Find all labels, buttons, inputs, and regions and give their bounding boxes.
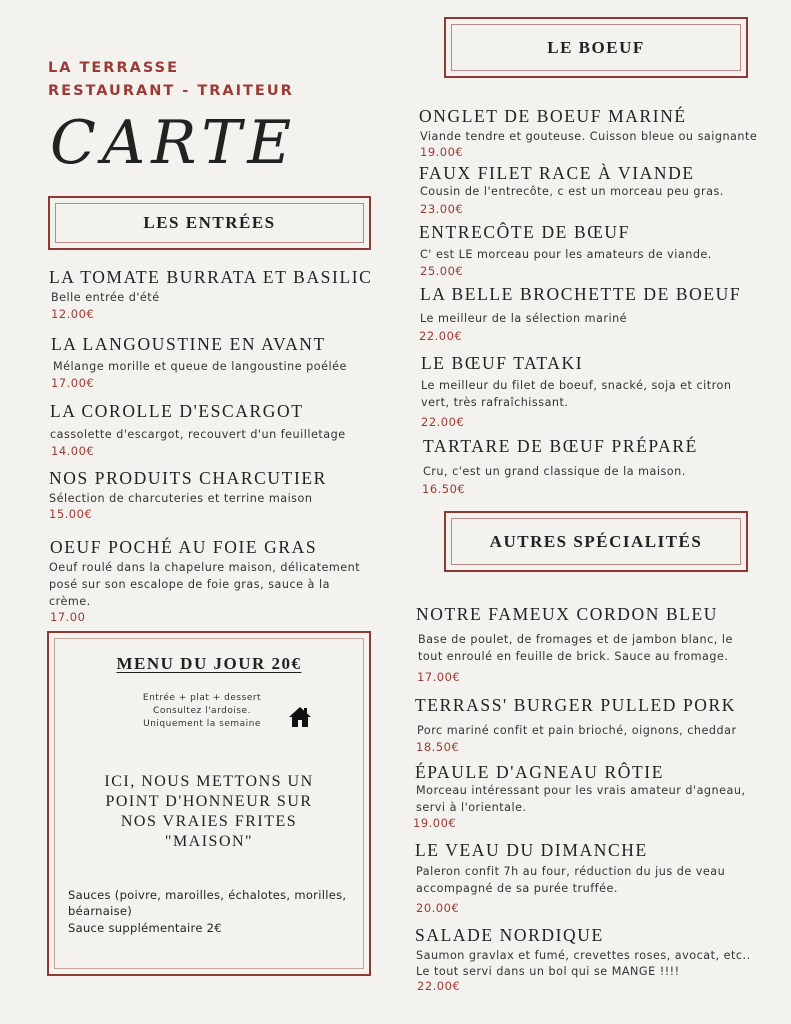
- specialite-desc: Base de poulet, de fromages et de jambon blanc, le: [418, 633, 733, 646]
- entree-title: LA TOMATE BURRATA ET BASILIC: [49, 267, 373, 287]
- specialite-price: 17.00€: [417, 670, 461, 684]
- specialite-desc: accompagné de sa purée truffée.: [416, 882, 618, 895]
- sauces-line: Sauces (poivre, maroilles, échalotes, morilles,: [68, 888, 347, 902]
- entree-price: 17.00€: [51, 376, 95, 390]
- entree-price: 15.00€: [49, 507, 93, 521]
- frites-line: POINT D'HONNEUR SUR: [105, 793, 313, 810]
- entree-desc: Belle entrée d'été: [51, 291, 160, 304]
- specialite-desc: tout enroulé en feuille de brick. Sauce au fromage.: [418, 650, 729, 663]
- specialites-section-header: [444, 511, 748, 572]
- specialite-price: 19.00€: [413, 816, 457, 830]
- specialite-desc: Morceau intéressant pour les vrais amateur d'agneau,: [416, 784, 746, 797]
- specialite-title: LE VEAU DU DIMANCHE: [415, 840, 648, 860]
- boeuf-desc: Cousin de l'entrecôte, c est un morceau peu gras.: [420, 185, 724, 198]
- entree-title: LA COROLLE D'ESCARGOT: [50, 401, 304, 421]
- entree-desc: posé sur son escalope de foie gras, sauce à la: [49, 578, 330, 591]
- specialite-title: NOTRE FAMEUX CORDON BLEU: [416, 604, 719, 624]
- specialite-desc: Porc mariné confit et pain brioché, oignons, cheddar: [417, 724, 737, 737]
- entrees-section-header: [48, 196, 371, 250]
- specialite-desc: Le tout servi dans un bol qui se MANGE !!!!: [416, 965, 680, 978]
- page-title: CARTE: [50, 108, 298, 178]
- boeuf-title: ONGLET DE BOEUF MARINÉ: [419, 106, 687, 126]
- boeuf-price: 23.00€: [420, 202, 464, 216]
- specialite-price: 18.50€: [416, 740, 460, 754]
- entree-price: 12.00€: [51, 307, 95, 321]
- boeuf-title: LE BŒUF TATAKI: [421, 353, 584, 373]
- boeuf-heading: LE BOEUF: [547, 37, 645, 57]
- brand-name: LA TERRASSE: [48, 60, 179, 76]
- specialite-title: SALADE NORDIQUE: [415, 925, 604, 945]
- boeuf-title: ENTRECÔTE DE BŒUF: [419, 222, 630, 242]
- entree-title: LA LANGOUSTINE EN AVANT: [51, 334, 326, 354]
- menu-du-jour-line: Entrée + plat + dessert: [142, 693, 262, 703]
- entree-desc: Mélange morille et queue de langoustine poélée: [53, 360, 347, 373]
- specialite-desc: Saumon gravlax et fumé, crevettes roses, avocat, etc..: [416, 949, 751, 962]
- boeuf-desc: C' est LE morceau pour les amateurs de viande.: [420, 248, 712, 261]
- frites-line: NOS VRAIES FRITES: [120, 813, 298, 830]
- entree-title: NOS PRODUITS CHARCUTIER: [49, 468, 327, 488]
- boeuf-title: TARTARE DE BŒUF PRÉPARÉ: [423, 436, 698, 456]
- entrees-heading: LES ENTRÉES: [143, 213, 276, 232]
- brand-subtitle: RESTAURANT - TRAITEUR: [48, 83, 294, 99]
- menu-du-jour-line: Uniquement la semaine: [143, 719, 261, 729]
- sauces-line: béarnaise): [68, 904, 133, 918]
- specialites-heading: AUTRES SPÉCIALITÉS: [489, 531, 703, 551]
- entree-desc: Oeuf roulé dans la chapelure maison, délicatement: [49, 561, 361, 574]
- entree-desc: cassolette d'escargot, recouvert d'un feuilletage: [50, 428, 346, 441]
- boeuf-desc: Le meilleur du filet de boeuf, snacké, soja et citron: [421, 379, 732, 392]
- specialite-price: 22.00€: [417, 979, 461, 993]
- frites-line: ICI, NOUS METTONS UN: [104, 773, 314, 790]
- boeuf-title: FAUX FILET RACE À VIANDE: [419, 163, 695, 183]
- entree-price: 17.00: [50, 610, 86, 624]
- specialite-price: 20.00€: [416, 901, 460, 915]
- house-icon: [288, 705, 312, 729]
- specialite-desc: servi à l'orientale.: [416, 801, 527, 814]
- boeuf-desc: Le meilleur de la sélection mariné: [420, 312, 628, 325]
- menu-du-jour-line: Consultez l'ardoise.: [153, 706, 251, 716]
- boeuf-desc: Viande tendre et gouteuse. Cuisson bleue ou saignante: [420, 130, 758, 143]
- entree-desc: Sélection de charcuteries et terrine maison: [49, 492, 313, 505]
- entree-price: 14.00€: [51, 444, 95, 458]
- entree-desc: crème.: [49, 595, 91, 608]
- specialite-title: ÉPAULE D'AGNEAU RÔTIE: [415, 762, 665, 782]
- boeuf-title: LA BELLE BROCHETTE DE BOEUF: [420, 284, 742, 304]
- boeuf-desc: vert, très rafraîchissant.: [421, 396, 569, 409]
- specialite-desc: Paleron confit 7h au four, réduction du jus de veau: [416, 865, 726, 878]
- boeuf-price: 19.00€: [420, 145, 464, 159]
- menu-du-jour-title: MENU DU JOUR 20€: [116, 654, 302, 673]
- boeuf-price: 22.00€: [419, 329, 463, 343]
- specialite-title: TERRASS' BURGER PULLED PORK: [415, 695, 737, 715]
- boeuf-price: 16.50€: [422, 482, 466, 496]
- entree-title: OEUF POCHÉ AU FOIE GRAS: [50, 537, 318, 557]
- frites-line: "MAISON": [164, 833, 254, 850]
- boeuf-desc: Cru, c'est un grand classique de la maison.: [423, 465, 686, 478]
- boeuf-section-header: [444, 17, 748, 78]
- boeuf-price: 22.00€: [421, 415, 465, 429]
- sauces-line: Sauce supplémentaire 2€: [68, 921, 222, 935]
- boeuf-price: 25.00€: [420, 264, 464, 278]
